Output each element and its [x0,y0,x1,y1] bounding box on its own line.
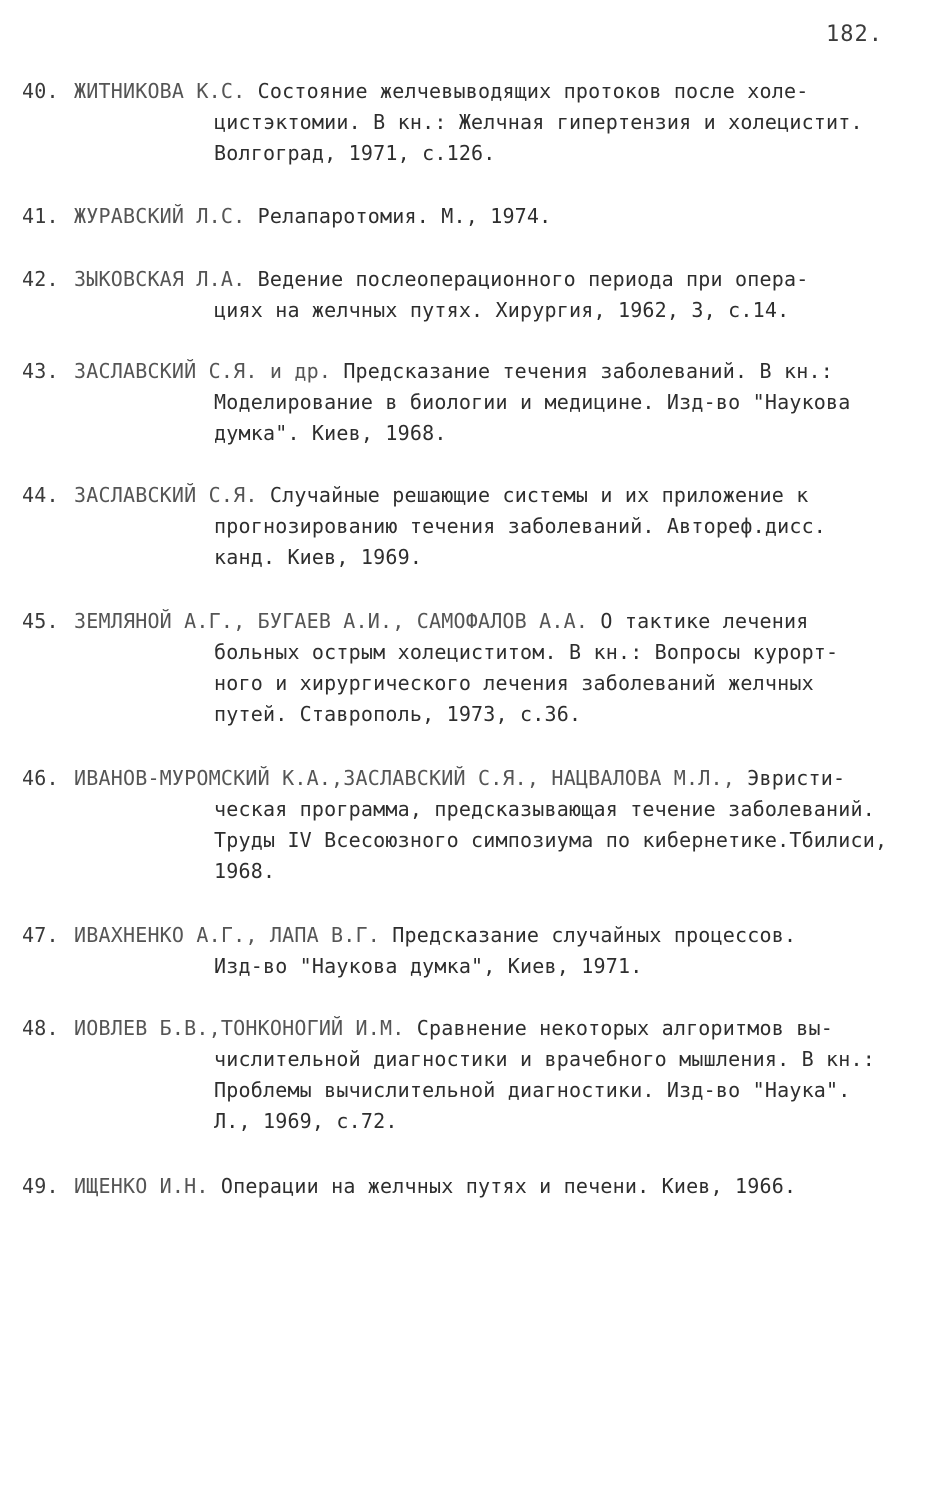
bibliography-entry [22,356,932,449]
entry-first-line [22,264,932,295]
entry-authors: ИВАНОВ-МУРОМСКИЙ К.А.,ЗАСЛАВСКИЙ С.Я., НАЦВАЛОВА М.Л., [74,766,736,790]
entry-number: 49. [22,1174,59,1198]
page-number: 182. [826,22,883,47]
entry-first-line [22,201,932,232]
entry-authors: ЖИТНИКОВА К.С. [74,79,246,103]
entry-title: Случайные решающие системы и их приложение к [269,483,809,507]
entry-first-line [22,76,932,107]
entry-first-line [22,606,932,637]
entry-authors: ЗАСЛАВСКИЙ С.Я. [74,483,258,507]
bibliography-entry [22,480,932,573]
entry-authors: ИОВЛЕВ Б.В.,ТОНКОНОГИЙ И.М. [74,1016,405,1040]
bibliography-entry [22,920,932,982]
entry-continuation-line: циях на желчных путях. Хирургия, 1962, 3, с.14. [214,298,790,322]
entry-continuation-line: Изд-во "Наукова думка", Киев, 1971. [214,954,643,978]
entry-continuation-line: больных острым холециститом. В кн.: Вопросы курорт- [214,640,839,664]
entry-title: Сравнение некоторых алгоритмов вы- [416,1016,833,1040]
entry-authors: ИВАХНЕНКО А.Г., ЛАПА В.Г. [74,923,381,947]
bibliography-entry [22,76,932,169]
entry-first-line [22,356,932,387]
entry-continuation-line: Проблемы вычислительной диагностики. Изд-во "Наука". [214,1078,851,1102]
bibliography-entry [22,763,932,887]
entry-number: 47. [22,923,59,947]
entry-continuation-line: числительной диагностики и врачебного мышления. В кн.: [214,1047,876,1071]
entry-number: 46. [22,766,59,790]
entry-first-line [22,1013,932,1044]
entry-continuation-line: Волгоград, 1971, с.126. [214,141,496,165]
bibliography-entry [22,606,932,730]
bibliography-entry [22,1171,932,1202]
entry-title: Предсказание случайных процессов. [392,923,797,947]
entry-continuation-line: ческая программа, предсказывающая течение заболеваний. [214,797,876,821]
entry-continuation-line: 1968. [214,859,276,883]
entry-title: Предсказание течения заболеваний. В кн.: [343,359,833,383]
entry-number: 48. [22,1016,59,1040]
entry-title: Ведение послеоперационного периода при опера- [257,267,809,291]
entry-first-line [22,920,932,951]
entry-first-line [22,763,932,794]
entry-number: 44. [22,483,59,507]
entry-continuation-line: думка". Киев, 1968. [214,421,447,445]
entry-authors: ЗЫКОВСКАЯ Л.А. [74,267,246,291]
entry-authors: ЗЕМЛЯНОЙ А.Г., БУГАЕВ А.И., САМОФАЛОВ А.А. [74,609,589,633]
entry-number: 43. [22,359,59,383]
entry-continuation-line: цистэктомии. В кн.: Желчная гипертензия и холецистит. [214,110,863,134]
bibliography-entry [22,1013,932,1137]
bibliography-entry [22,264,932,326]
entry-first-line [22,480,932,511]
entry-number: 42. [22,267,59,291]
entry-title: Релапаротомия. М., 1974. [257,204,552,228]
entry-continuation-line: прогнозированию течения заболеваний. Автореф.дисс. [214,514,827,538]
entry-continuation-line: Моделирование в биологии и медицине. Изд-во "Наукова [214,390,851,414]
entry-continuation-line: Л., 1969, с.72. [214,1109,398,1133]
entry-authors: ИЩЕНКО И.Н. [74,1174,209,1198]
entry-title: Операции на желчных путях и печени. Киев, 1966. [220,1174,797,1198]
entry-authors: ЖУРАВСКИЙ Л.С. [74,204,246,228]
entry-first-line [22,1171,932,1202]
entry-continuation-line: путей. Ставрополь, 1973, с.36. [214,702,582,726]
entry-authors: ЗАСЛАВСКИЙ С.Я. и др. [74,359,332,383]
entry-number: 45. [22,609,59,633]
entry-continuation-line: Труды IV Всесоюзного симпозиума по кибернетике.Тбилиси, [214,828,888,852]
entry-title: Эвристи- [747,766,846,790]
entry-title: Состояние желчевыводящих протоков после холе- [257,79,809,103]
entry-continuation-line: канд. Киев, 1969. [214,545,423,569]
entry-number: 41. [22,204,59,228]
entry-continuation-line: ного и хирургического лечения заболеваний желчных [214,671,814,695]
entry-title: О тактике лечения [600,609,809,633]
entry-number: 40. [22,79,59,103]
bibliography-entry [22,201,932,232]
